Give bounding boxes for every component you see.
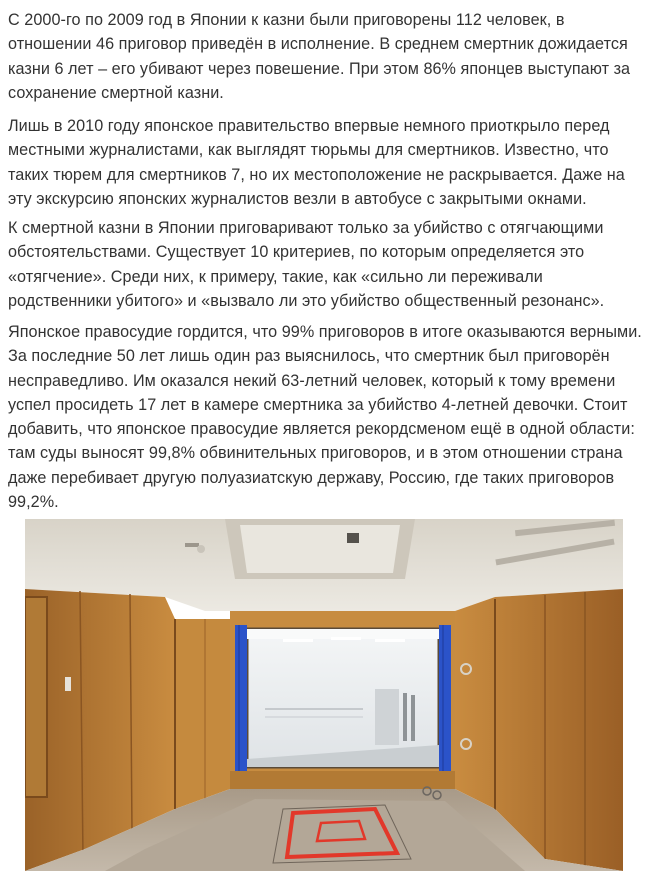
observation-window [247,629,439,767]
right-curtain [439,625,451,771]
paragraph-4: Японское правосудие гордится, что 99% приговоров в итоге оказываются верными. За последние 50 лет лишь один раз выяснилось, что смертник был приговорён несправедливо. Им оказался некий 63-летний человек, который к тому времени успел просидеть 17 лет в камере смертника за убийство 4-летней девочки. Стоит добавить, что японское правосудие является рекордсменом ещё в одной области: там суды выносят 99,8% обвинительных приговоров, и в этом отношении страна даже перебивает другую полуазиатскую державу, Россию, где таких приговоров 99,2%. [8,323,642,512]
paragraph-3: К смертной казни в Японии приговаривают только за убийство с отягчающими обстоятельствами. Существует 10 критериев, по которым определяется это «отягчение». Среди них, к примеру, такие, как «сильно ли переживали родственники убитого» и «вызвало ли это убийство общественный резонанс». [8,219,605,310]
left-door [25,597,47,797]
execution-room-photo [25,519,623,871]
paragraph-2: Лишь в 2010 году японское правительство впервые немного приоткрыло перед местными журналистами, как выглядят тюрьмы для смертников. Известно, что таких тюрем для смертников 7, но их местоположение не раскрывается. Даже на эту экскурсию японских журналистов везли в автобусе с закрытыми окнами. [8,117,625,208]
paragraph-1: С 2000-го по 2009 год в Японии к казни были приговорены 112 человек, в отношении 46 приговор приведён в исполнение. В среднем смертник дожидается казни 6 лет – его убивают через повешение. При этом 86% японцев выступают за сохранение смертной казни. [8,11,631,102]
photo-illustration [25,519,623,871]
left-curtain [235,625,247,771]
